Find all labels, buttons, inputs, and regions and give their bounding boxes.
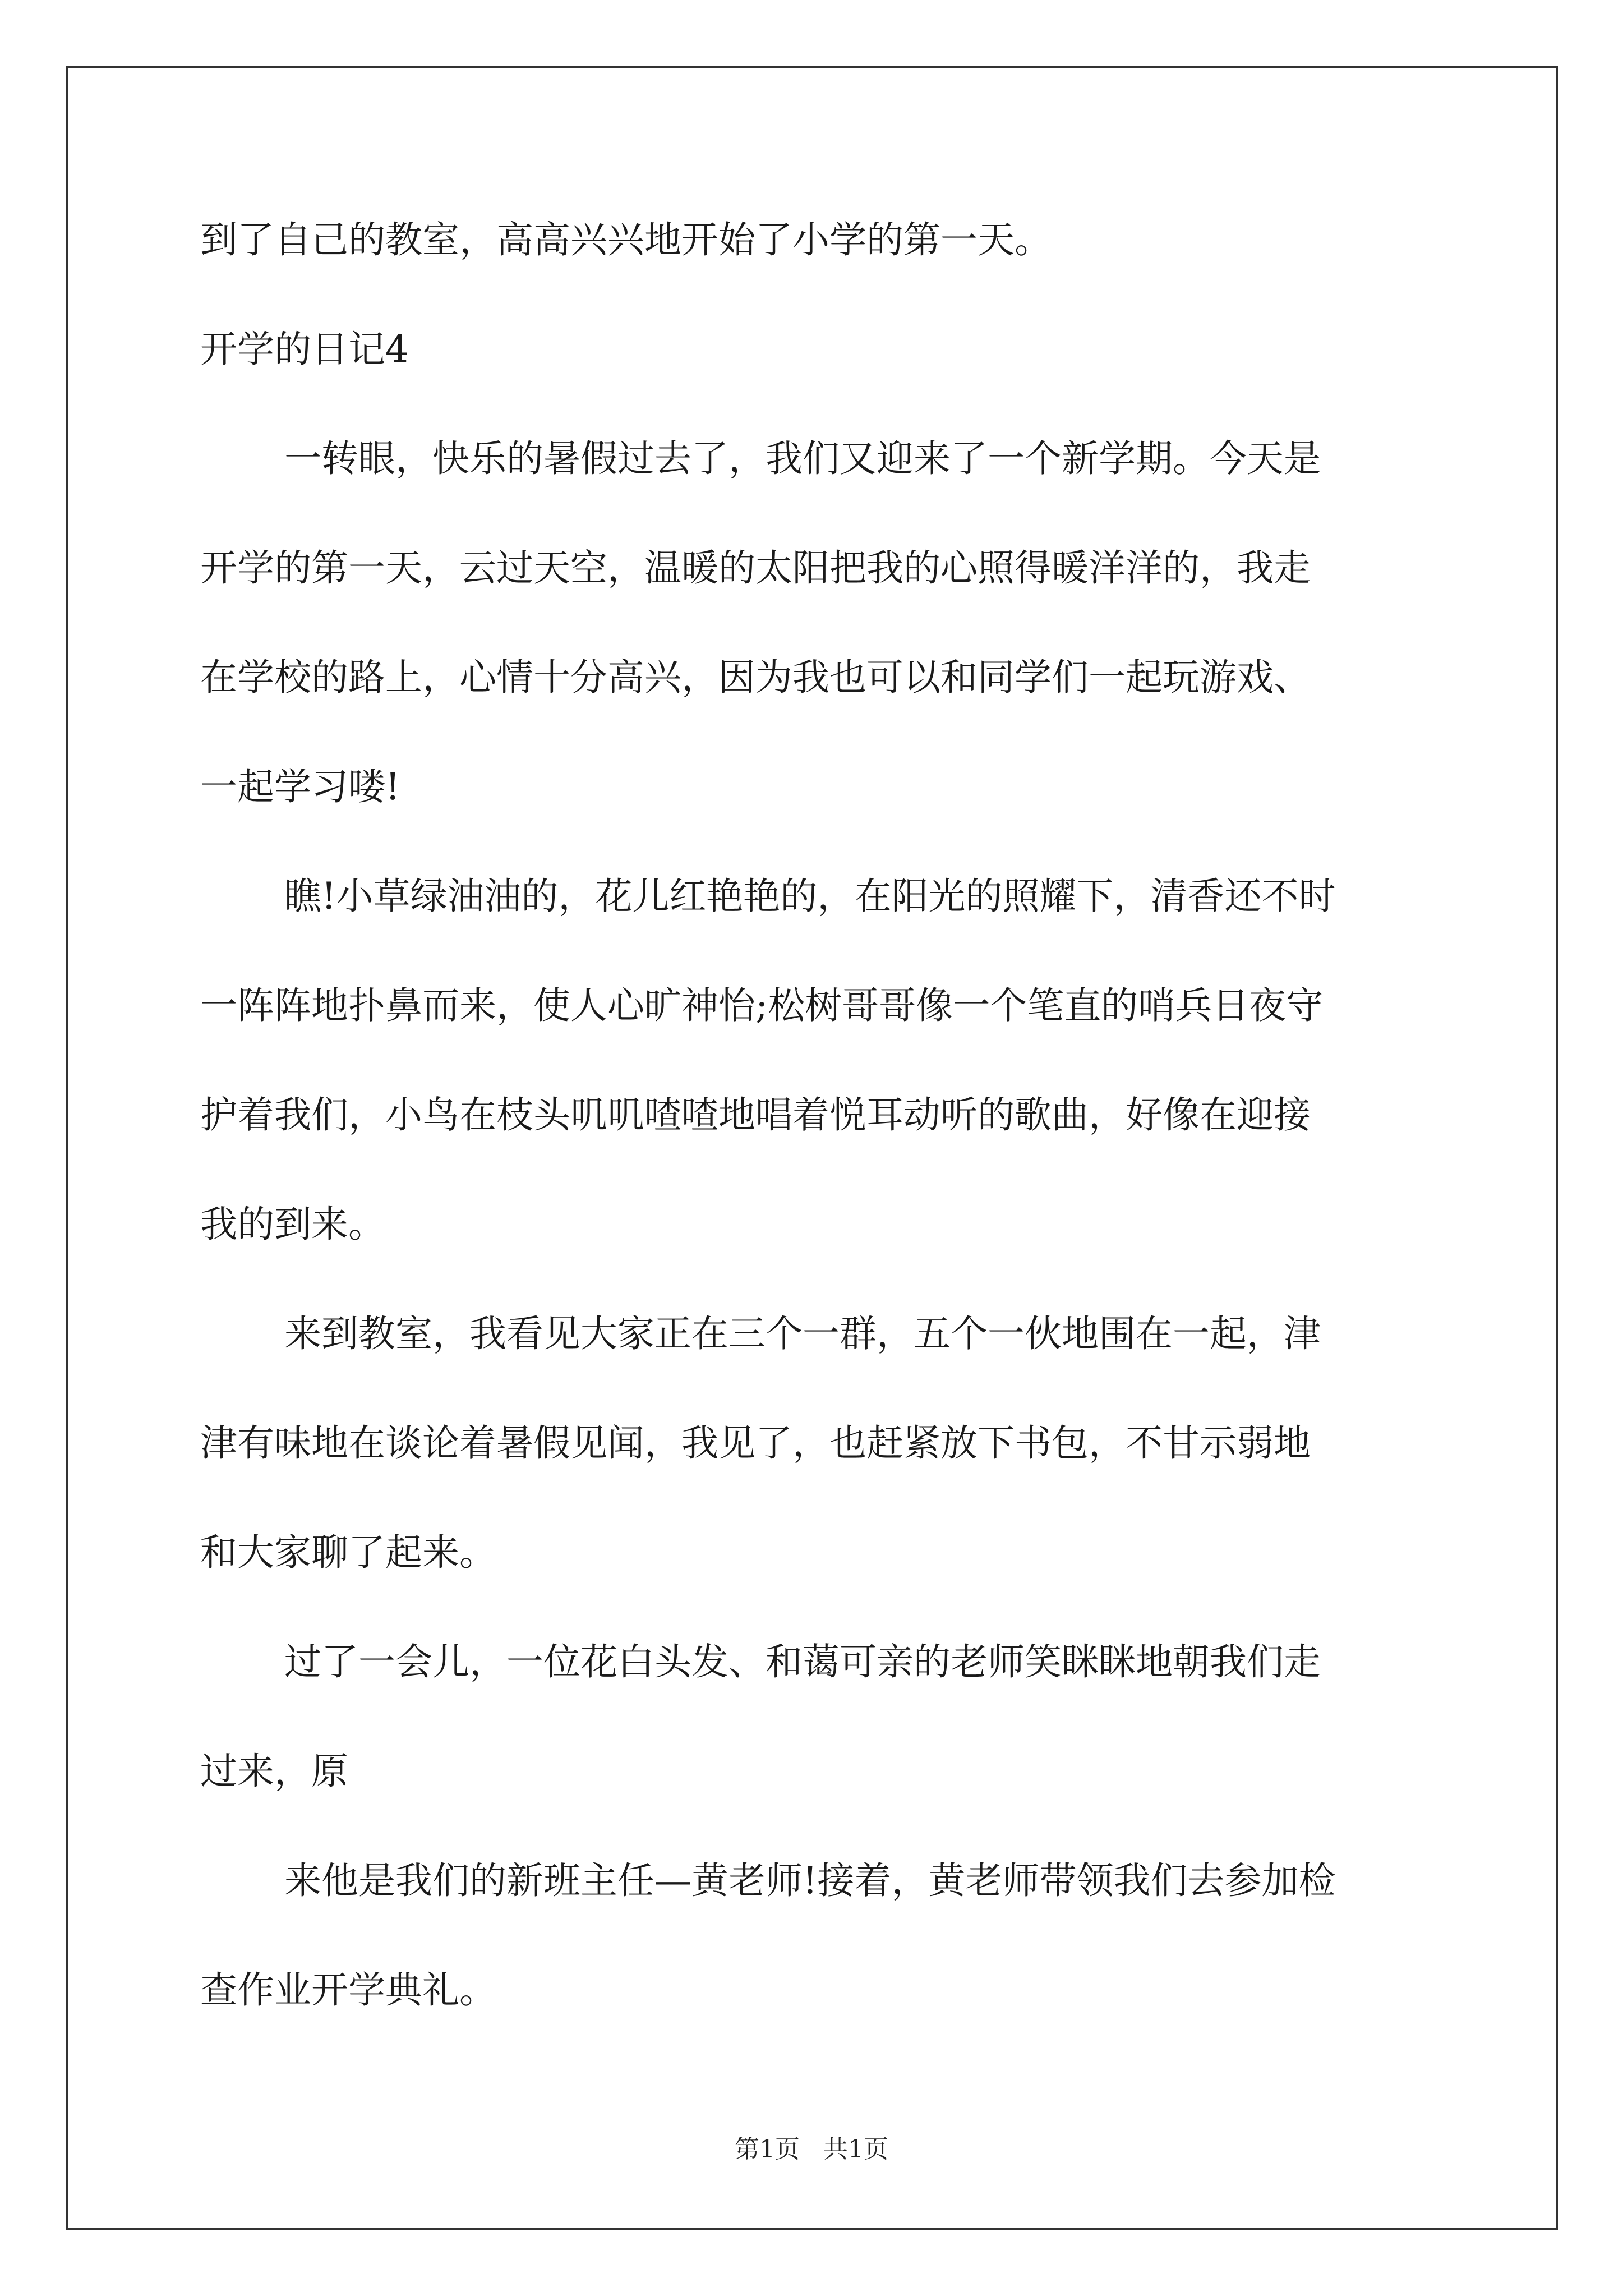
paragraph-line: 一阵阵地扑鼻而来，使人心旷神怡;松树哥哥像一个笔直的哨兵日夜守 <box>200 984 1324 1027</box>
page-border <box>66 66 1558 2230</box>
paragraph-line: 开学的第一天，云过天空，温暖的太阳把我的心照得暖洋洋的，我走 <box>200 546 1311 590</box>
paragraph-line: 在学校的路上，心情十分高兴，因为我也可以和同学们一起玩游戏、 <box>200 656 1311 699</box>
paragraph-line: 瞧!小草绿油油的，花儿红艳艳的，在阳光的照耀下，清香还不时 <box>284 875 1336 918</box>
paragraph-line: 津有味地在谈论着暑假见闻，我见了，也赶紧放下书包，不甘示弱地 <box>200 1421 1311 1465</box>
page-number-footer: 第1页 共1页 <box>735 2135 888 2164</box>
paragraph-line: 过了一会儿，一位花白头发、和蔼可亲的老师笑眯眯地朝我们走 <box>284 1640 1321 1683</box>
paragraph-line: 一转眼，快乐的暑假过去了，我们又迎来了一个新学期。今天是 <box>284 437 1321 480</box>
paragraph-line: 护着我们，小鸟在枝头叽叽喳喳地唱着悦耳动听的歌曲，好像在迎接 <box>200 1093 1311 1137</box>
paragraph-line: 来他是我们的新班主任—黄老师!接着，黄老师带领我们去参加检 <box>284 1859 1336 1902</box>
paragraph-line: 查作业开学典礼。 <box>200 1968 496 2012</box>
paragraph-line: 和大家聊了起来。 <box>200 1531 496 1574</box>
section-heading: 开学的日记4 <box>200 328 409 371</box>
paragraph-line: 过来，原 <box>200 1750 348 1793</box>
paragraph-line: 来到教室，我看见大家正在三个一群，五个一伙地围在一起，津 <box>284 1312 1321 1355</box>
text-line: 到了自己的教室，高高兴兴地开始了小学的第一天。 <box>200 218 1052 261</box>
paragraph-line: 一起学习喽! <box>200 765 400 808</box>
paragraph-line: 我的到来。 <box>200 1203 385 1246</box>
